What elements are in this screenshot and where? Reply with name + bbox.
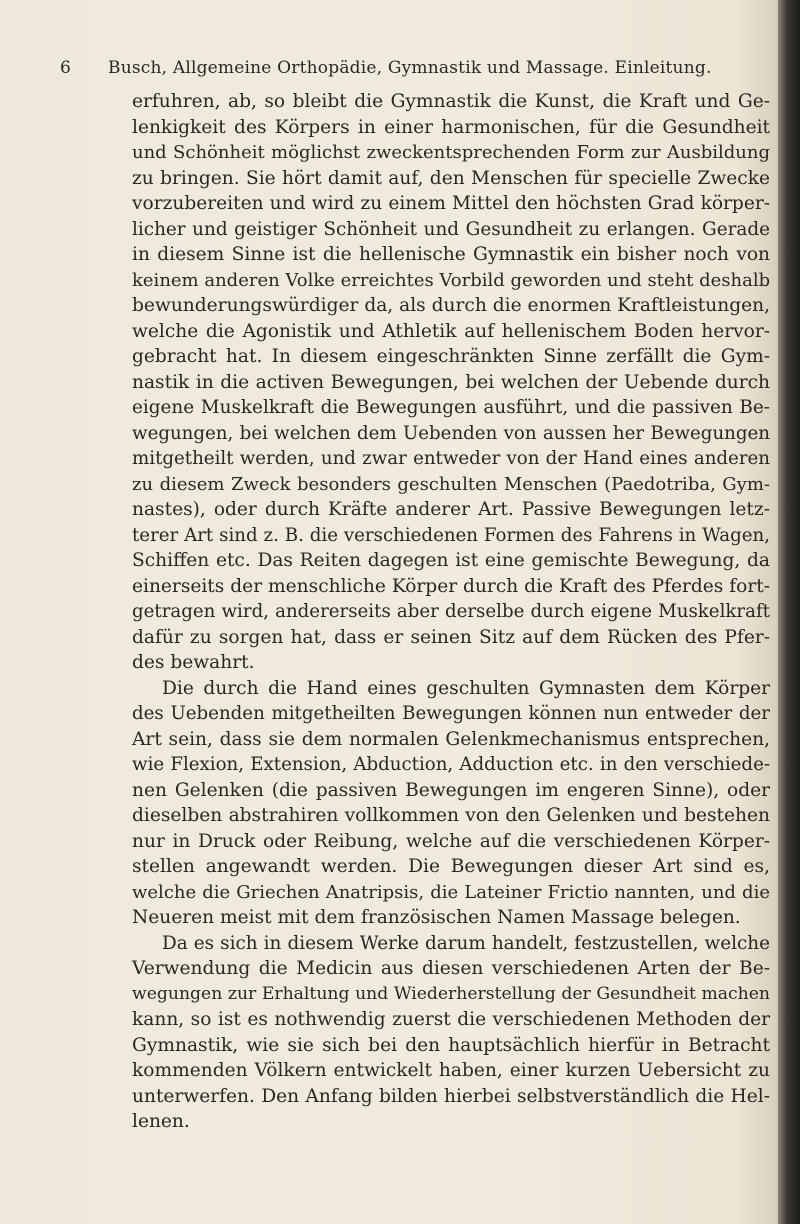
text-line: lenen. xyxy=(132,1111,190,1132)
text-line: lenkigkeit des Körpers in einer harmonischen, für die Gesundheit xyxy=(132,116,770,138)
text-line: des bewahrt. xyxy=(132,652,255,673)
text-line: erfuhren, ab, so bleibt die Gymnastik die Kunst, die Kraft und Ge- xyxy=(132,91,770,112)
text-line: einerseits der menschliche Körper durch die Kraft des Pferdes fort- xyxy=(132,575,770,597)
running-header xyxy=(60,58,760,78)
text-line: welche die Griechen Anatripsis, die Lateiner Frictio nannten, und die xyxy=(132,881,770,903)
text-line: zu bringen. Sie hört damit auf, den Menschen für specielle Zwecke xyxy=(132,167,770,189)
page-number: 6 xyxy=(60,58,72,78)
text-line: und Schönheit möglichst zweckentsprechenden Form zur Ausbildung xyxy=(132,142,770,163)
text-line: nur in Druck oder Reibung, welche auf die verschiedenen Körper- xyxy=(132,830,770,852)
text-line: Schiffen etc. Das Reiten dagegen ist eine gemischte Bewegung, da xyxy=(132,550,770,571)
body-text xyxy=(132,89,770,1135)
text-line: kommenden Völkern entwickelt haben, einer kurzen Uebersicht zu xyxy=(132,1060,770,1081)
text-line: Neueren meist mit dem französischen Namen Massage belegen. xyxy=(132,907,741,928)
text-line: eigene Muskelkraft die Bewegungen ausführt, und die passiven Be- xyxy=(132,397,770,418)
text-line: gebracht hat. In diesem eingeschränkten Sinne zerfällt die Gym- xyxy=(132,346,770,367)
text-line: nastik in die activen Bewegungen, bei welchen der Uebende durch xyxy=(132,371,770,393)
text-line: nastes), oder durch Kräfte anderer Art. Passive Bewegungen letz- xyxy=(132,499,770,520)
text-line: welche die Agonistik und Athletik auf hellenischem Boden hervor- xyxy=(132,320,770,342)
text-line: nen Gelenken (die passiven Bewegungen im engeren Sinne), oder xyxy=(132,779,770,801)
text-line: wegungen zur Erhaltung und Wiederherstellung der Gesundheit machen xyxy=(132,983,770,1004)
text-line: Gymnastik, wie sie sich bei den hauptsächlich hierfür in Betracht xyxy=(132,1034,770,1056)
text-line: kann, so ist es nothwendig zuerst die verschiedenen Methoden der xyxy=(132,1009,770,1030)
text-line: bewunderungswürdiger da, als durch die enormen Kraftleistungen, xyxy=(132,295,770,316)
text-line: keinem anderen Volke erreichtes Vorbild geworden und steht deshalb xyxy=(132,269,771,291)
text-line: Art sein, dass sie dem normalen Gelenkmechanismus entsprechen, xyxy=(132,728,770,750)
text-line: dafür zu sorgen hat, dass er seinen Sitz auf dem Rücken des Pfer- xyxy=(132,626,770,648)
text-line: wegungen, bei welchen dem Uebenden von aussen her Bewegungen xyxy=(132,422,770,444)
text-line: Da es sich in diesem Werke darum handelt, festzustellen, welche xyxy=(162,932,770,954)
text-line: licher und geistiger Schönheit und Gesundheit zu erlangen. Gerade xyxy=(132,218,770,240)
text-line: dieselben abstrahiren vollkommen von den Gelenken und bestehen xyxy=(132,805,770,826)
text-line: vorzubereiten und wird zu einem Mittel den höchsten Grad körper- xyxy=(132,193,770,214)
text-line: unterwerfen. Den Anfang bilden hierbei selbstverständlich die Hel- xyxy=(132,1085,770,1107)
text-line: zu diesem Zweck besonders geschulten Menschen (Paedotriba, Gym- xyxy=(132,473,770,495)
book-binding-edge xyxy=(778,0,800,1224)
text-line: getragen wird, andererseits aber derselbe durch eigene Muskelkraft xyxy=(132,601,770,622)
text-line: des Uebenden mitgetheilten Bewegungen können nun entweder der xyxy=(132,703,770,724)
text-line: Verwendung die Medicin aus diesen verschiedenen Arten der Be- xyxy=(132,958,770,979)
running-title: Busch, Allgemeine Orthopädie, Gymnastik und Massage. Einleitung. xyxy=(108,58,712,78)
text-line: in diesem Sinne ist die hellenische Gymnastik ein bisher noch von xyxy=(132,244,770,265)
text-line: mitgetheilt werden, und zwar entweder von der Hand eines anderen xyxy=(132,448,770,469)
text-line: Die durch die Hand eines geschulten Gymnasten dem Körper xyxy=(162,677,770,699)
text-line: wie Flexion, Extension, Abduction, Adduction etc. in den verschiede- xyxy=(132,754,770,775)
text-line: stellen angewandt werden. Die Bewegungen dieser Art sind es, xyxy=(132,856,770,877)
text-line: terer Art sind z. B. die verschiedenen Formen des Fahrens in Wagen, xyxy=(132,524,770,546)
